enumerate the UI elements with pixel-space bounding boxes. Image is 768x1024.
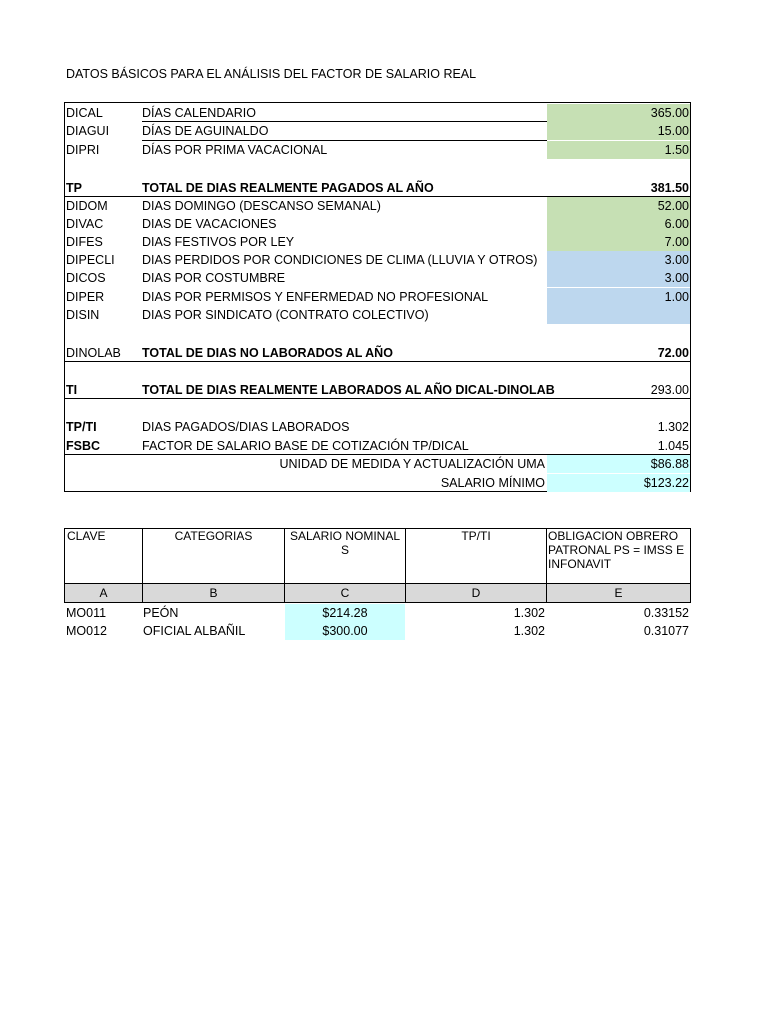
factor-row-diper [64,288,691,306]
uma-row [64,455,691,473]
factor-desc: TOTAL DE DIAS NO LABORADOS AL AÑO [142,346,393,360]
page-title: DATOS BÁSICOS PARA EL ANÁLISIS DEL FACTOR DE SALARIO REAL [66,67,477,81]
uma-value[interactable]: $86.88 [547,455,690,473]
cell-obligacion: 0.31077 [643,624,689,638]
salario-minimo-value[interactable]: $123.22 [547,474,690,492]
factor-value[interactable]: 365.00 [547,104,690,122]
cell-clave: MO011 [66,606,107,620]
divider [64,361,691,362]
table-row [64,604,691,622]
factor-desc: DIAS POR COSTUMBRE [142,271,286,285]
factor-desc: FACTOR DE SALARIO BASE DE COTIZACIÓN TP/DICAL [142,439,469,453]
factor-row-dinolab [64,344,691,362]
factor-key: DIPRI [66,143,100,157]
factor-key: FSBC [66,439,101,453]
factor-value: 293.00 [650,383,689,397]
factor-row-tp [64,179,691,197]
factor-desc: DÍAS POR PRIMA VACACIONAL [142,143,328,157]
cell-categoria: PEÓN [143,606,179,620]
factor-row-ti [64,381,691,399]
cell-tpti: 1.302 [513,606,545,620]
factor-desc: DIAS POR PERMISOS Y ENFERMEDAD NO PROFESIONAL [142,290,489,304]
factor-row-divac [64,215,691,233]
factor-key: DIVAC [66,217,104,231]
factor-value: 72.00 [657,346,689,360]
factor-value[interactable]: 3.00 [547,251,690,269]
cell-clave: MO012 [66,624,107,638]
factor-row-fsbc [64,437,691,455]
factor-key: DISIN [66,308,100,322]
factor-key: DICAL [66,106,103,120]
factor-key: TI [66,383,78,397]
factor-value: 1.045 [657,439,689,453]
factor-desc: DIAS PAGADOS/DIAS LABORADOS [142,420,350,434]
factor-key: DINOLAB [66,346,121,360]
factor-row-dical [64,104,691,122]
factor-value[interactable]: 7.00 [547,233,690,251]
column-letter-d: D [405,584,546,603]
factor-key: TP [66,181,82,195]
factor-desc: DIAS DOMINGO (DESCANSO SEMANAL) [142,199,381,213]
factor-row-disin [64,306,691,324]
header-obligacion: OBLIGACION OBRERO PATRONAL PS = IMSS E INFONAVIT [546,528,691,584]
factor-row-tpti [64,418,691,436]
cell-categoria: OFICIAL ALBAÑIL [143,624,246,638]
factor-value: 1.302 [657,420,689,434]
factor-key: DIPER [66,290,105,304]
salario-minimo-label: SALARIO MÍNIMO [440,476,545,490]
divider [64,398,691,399]
factor-row-diagui [64,122,691,140]
factor-desc: DIAS PERDIDOS POR CONDICIONES DE CLIMA (LLUVIA Y OTROS) [142,253,538,267]
column-letter-e: E [546,584,691,603]
factor-key: DIPECLI [66,253,115,267]
cell-tpti: 1.302 [513,624,545,638]
header-clave: CLAVE [64,528,142,584]
factor-value[interactable]: 3.00 [547,269,690,287]
factor-desc: DÍAS CALENDARIO [142,106,256,120]
table-row [64,622,691,640]
cell-salario[interactable]: $214.28 [285,604,405,622]
cell-salario[interactable]: $300.00 [285,622,405,640]
factor-key: DIFES [66,235,103,249]
factor-row-dipecli [64,251,691,269]
factor-key: DIDOM [66,199,108,213]
factor-desc: DÍAS DE AGUINALDO [142,124,269,138]
salario-minimo-row [64,474,691,492]
factor-key: DIAGUI [66,124,110,138]
header-categorias: CATEGORIAS [142,528,284,584]
factor-value[interactable]: 52.00 [547,197,690,215]
factor-row-dicos [64,269,691,287]
factor-desc: TOTAL DE DIAS REALMENTE PAGADOS AL AÑO [142,181,434,195]
factor-row-dipri [64,141,691,159]
factor-key: DICOS [66,271,106,285]
factor-value[interactable]: 1.50 [547,141,690,159]
factor-value[interactable]: 15.00 [547,122,690,140]
factor-value[interactable]: 6.00 [547,215,690,233]
factor-value: 381.50 [650,181,689,195]
factor-desc: TOTAL DE DIAS REALMENTE LABORADOS AL AÑO DICAL-DINOLAB [142,383,555,397]
cell-obligacion: 0.33152 [643,606,689,620]
header-tpti: TP/TI [405,528,546,584]
factor-value[interactable]: 1.00 [547,288,690,306]
column-letter-b: B [142,584,284,603]
column-letter-c: C [284,584,405,603]
header-salario-nominal: SALARIO NOMINAL S [284,528,405,584]
factor-row-didom [64,197,691,215]
factor-key: TP/TI [66,420,97,434]
factor-desc: DIAS POR SINDICATO (CONTRATO COLECTIVO) [142,308,429,322]
factor-desc: DIAS DE VACACIONES [142,217,277,231]
factor-value[interactable] [547,306,690,324]
uma-label: UNIDAD DE MEDIDA Y ACTUALIZACIÓN UMA [279,457,545,471]
column-letter-a: A [64,584,142,603]
factor-row-difes [64,233,691,251]
factor-desc: DIAS FESTIVOS POR LEY [142,235,295,249]
